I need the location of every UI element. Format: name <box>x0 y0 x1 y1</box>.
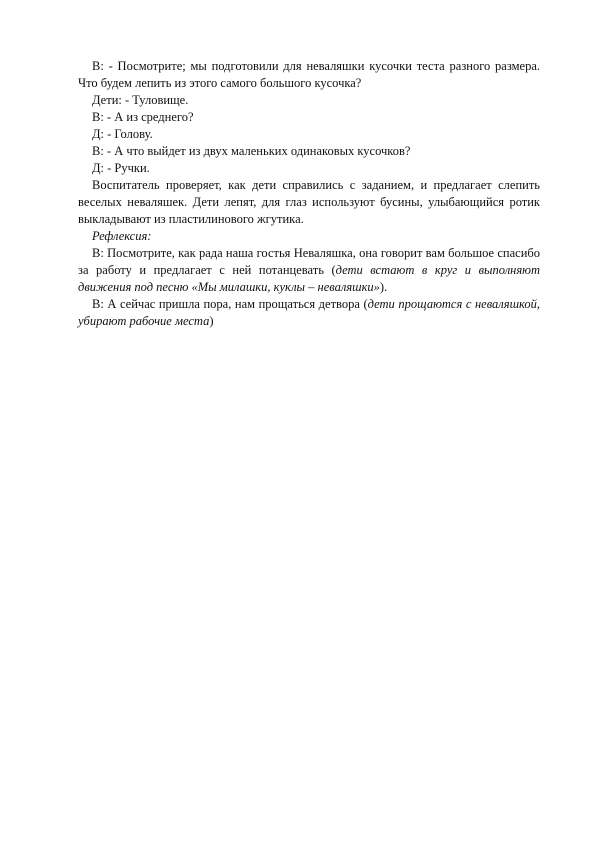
paragraph-answer-hands: Д: - Ручки. <box>92 161 150 175</box>
farewell-italic-note: дети прощаются с неваляшкой, убирают рабочие места <box>78 297 541 328</box>
document-body <box>78 58 540 330</box>
farewell-text-end: ) <box>209 314 214 328</box>
section-heading-reflection: Рефлексия: <box>92 229 152 243</box>
dance-text-end: ). <box>379 280 388 294</box>
dance-text: В: Посмотрите, как рада наша гостья Неваляшка, она говорит вам большое спасибо за работу и предлагает с ней потанцевать ( <box>78 246 540 277</box>
farewell-text: В: А сейчас пришла пора, нам прощаться детвора ( <box>92 297 368 311</box>
paragraph-question-small-pieces: В: - А что выйдет из двух маленьких одинаковых кусочков? <box>92 144 411 158</box>
paragraph-dance <box>78 245 540 296</box>
paragraph-teacher-checks: Воспитатель проверяет, как дети справились с заданием, и предлагает слепить веселых неваляшек. Дети лепят, для глаз используют бусины, улыбающийся ротик выкладывают из пластилинового жгутика. <box>78 178 540 226</box>
paragraph-question-medium-piece: В: - А из среднего? <box>92 110 194 124</box>
paragraph-answer-head: Д: - Голову. <box>92 127 153 141</box>
dance-italic-note: дети встают в круг и выполняют движения под песню «Мы милашки, куклы – неваляшки» <box>78 263 540 294</box>
paragraph-answer-torso: Дети: - Туловище. <box>92 93 189 107</box>
paragraph-question-largest-piece: В: - Посмотрите; мы подготовили для неваляшки кусочки теста разного размера. Что будем лепить из этого самого большого кусочка? <box>78 59 540 90</box>
paragraph-farewell <box>78 296 540 330</box>
